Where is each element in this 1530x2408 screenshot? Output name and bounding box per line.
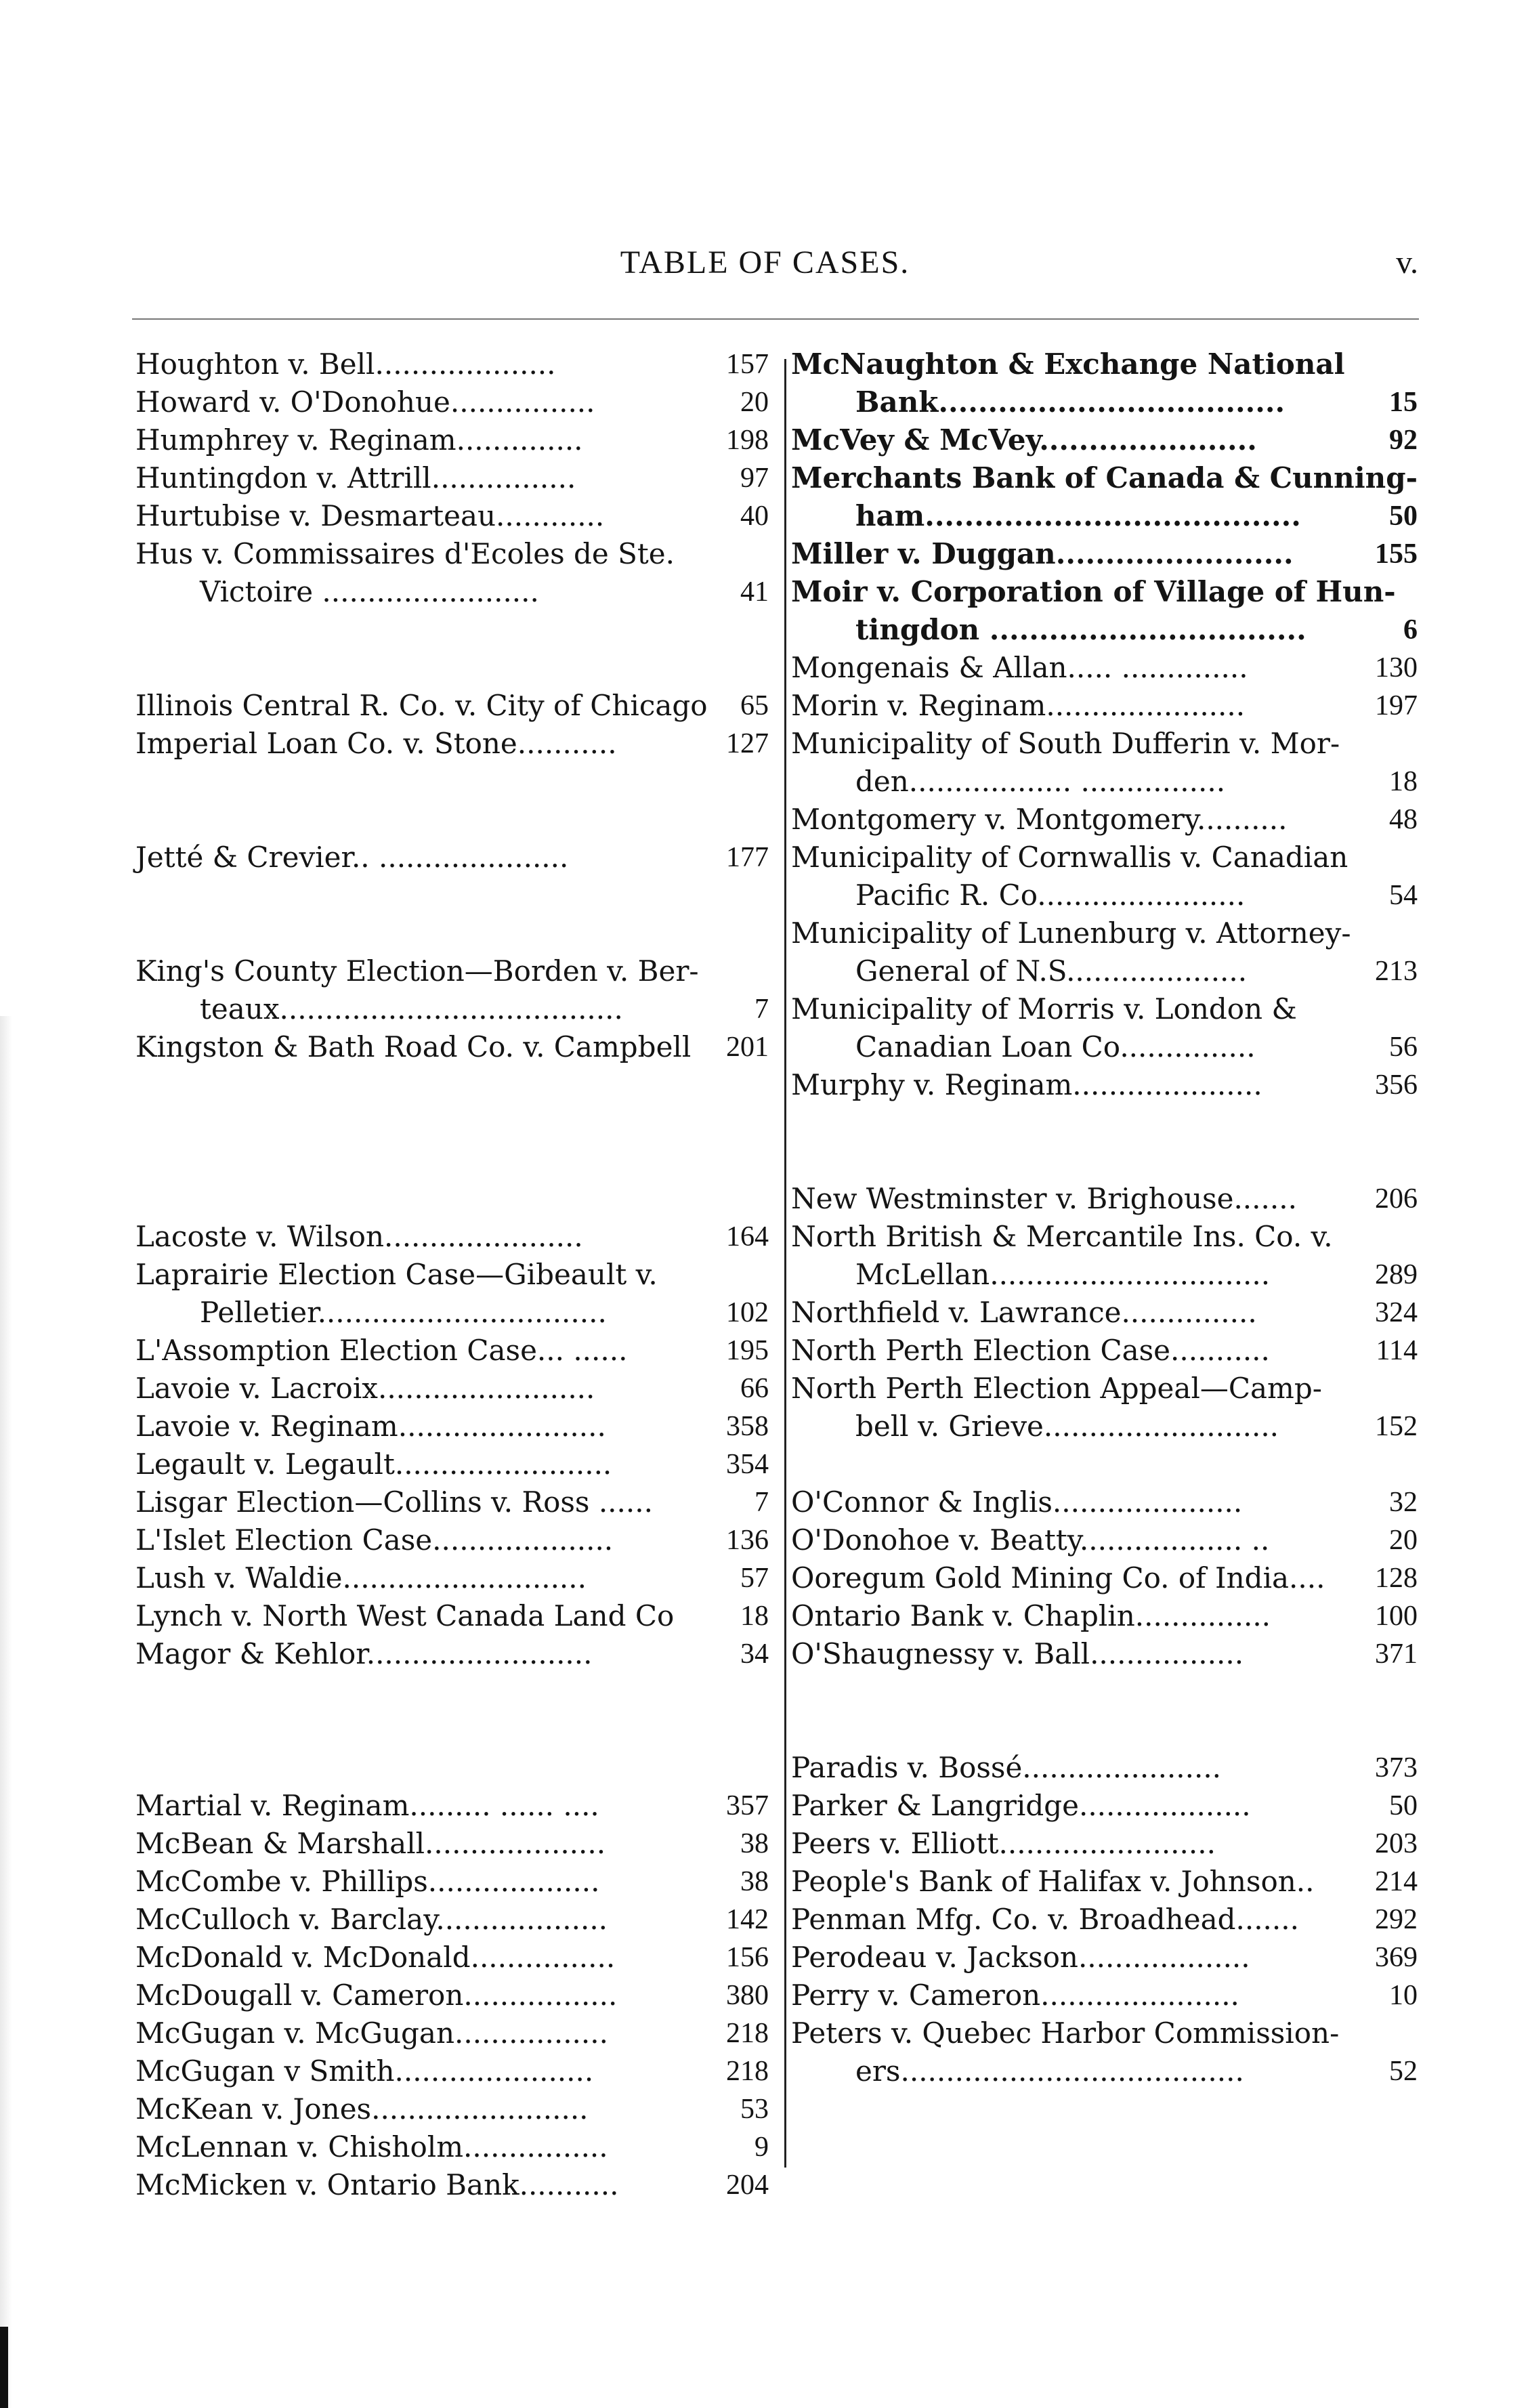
case-name: Pelletier................................ xyxy=(200,1296,607,1329)
case-page-number: 32 xyxy=(1389,1487,1418,1518)
case-page-number: 218 xyxy=(726,2018,769,2049)
case-entry-line xyxy=(135,952,769,990)
case-page-number: 9 xyxy=(755,2132,769,2163)
case-entry-line xyxy=(791,1825,1418,1863)
case-entry-line xyxy=(135,1218,769,1256)
case-entry-line xyxy=(135,383,769,421)
case-name: Merchants Bank of Canada & Cunning- xyxy=(791,461,1418,494)
case-name: tingdon ................................ xyxy=(855,613,1306,646)
case-name: Municipality of South Dufferin v. Mor- xyxy=(791,727,1340,760)
case-page-number: 92 xyxy=(1389,425,1418,456)
case-name: Municipality of Cornwallis v. Canadian xyxy=(791,841,1348,874)
case-entry-line xyxy=(791,573,1418,611)
case-name: McNaughton & Exchange National xyxy=(791,347,1345,381)
case-entry-line xyxy=(791,914,1418,952)
case-entry-line xyxy=(791,1749,1418,1787)
case-entry-line xyxy=(791,1180,1418,1218)
case-page-number: 371 xyxy=(1375,1639,1418,1670)
case-name: Montgomery v. Montgomery.......... xyxy=(791,803,1288,836)
case-name: McLennan v. Chisholm................ xyxy=(135,2130,608,2163)
case-page-number: 41 xyxy=(740,576,769,608)
case-entry-line xyxy=(135,1635,769,1673)
case-entry-line xyxy=(791,1863,1418,1901)
case-entry-line xyxy=(791,687,1418,725)
case-entry-line xyxy=(135,839,769,876)
case-entry-line xyxy=(791,1218,1418,1256)
case-entry-line xyxy=(791,1408,1418,1445)
case-page-number: 195 xyxy=(726,1335,769,1366)
case-name: McBean & Marshall.................... xyxy=(135,1827,606,1860)
scan-corner-mark xyxy=(0,2327,8,2408)
case-page-number: 164 xyxy=(726,1221,769,1252)
case-entry-line xyxy=(791,649,1418,687)
case-page-number: 127 xyxy=(726,728,769,759)
case-name: McCombe v. Phillips................... xyxy=(135,1865,600,1898)
case-name: Morin v. Reginam...................... xyxy=(791,689,1246,722)
column-divider xyxy=(784,359,786,2168)
case-page-number: 54 xyxy=(1389,880,1418,911)
case-name: North British & Mercantile Ins. Co. v. xyxy=(791,1220,1333,1253)
case-name: Kingston & Bath Road Co. v. Campbell xyxy=(135,1030,692,1063)
case-entry-line xyxy=(135,1825,769,1863)
case-page-number: 7 xyxy=(755,1487,769,1518)
case-entry-line xyxy=(135,1977,769,2014)
case-name: Lush v. Waldie........................... xyxy=(135,1561,587,1594)
case-page-number: 20 xyxy=(1389,1525,1418,1556)
header-rule xyxy=(132,318,1419,320)
case-name: McMicken v. Ontario Bank........... xyxy=(135,2168,619,2201)
case-name: Lacoste v. Wilson...................... xyxy=(135,1220,583,1253)
case-name: McDonald v. McDonald................ xyxy=(135,1941,616,1974)
case-entry-line xyxy=(791,421,1418,459)
case-entry-line xyxy=(135,1483,769,1521)
case-name: Perry v. Cameron...................... xyxy=(791,1979,1239,2012)
case-entry-line xyxy=(135,1863,769,1901)
case-name: Houghton v. Bell.................... xyxy=(135,347,556,381)
case-entry-line xyxy=(135,2128,769,2166)
case-name: Magor & Kehlor......................... xyxy=(135,1637,593,1670)
case-page-number: 213 xyxy=(1375,956,1418,987)
case-entry-line xyxy=(791,2014,1418,2052)
case-page-number: 34 xyxy=(740,1639,769,1670)
case-page-number: 102 xyxy=(726,1297,769,1328)
case-entry-line xyxy=(791,1294,1418,1332)
case-name: Canadian Loan Co............... xyxy=(855,1030,1256,1063)
case-name: ham...................................... xyxy=(855,499,1301,532)
case-name: Humphrey v. Reginam.............. xyxy=(135,423,583,457)
case-entry-line xyxy=(135,1597,769,1635)
case-name: McDougall v. Cameron................. xyxy=(135,1979,618,2012)
case-name: Pacific R. Co....................... xyxy=(855,879,1246,912)
case-name: People's Bank of Halifax v. Johnson.. xyxy=(791,1865,1315,1898)
case-name: ers...................................... xyxy=(855,2054,1244,2088)
case-page-number: 10 xyxy=(1389,1980,1418,2011)
page-number: v. xyxy=(1396,245,1418,280)
case-name: McGugan v. McGugan................. xyxy=(135,2016,608,2050)
case-name: L'Assomption Election Case... ...... xyxy=(135,1334,628,1367)
case-entry-line xyxy=(791,801,1418,839)
case-entry-line xyxy=(135,459,769,497)
case-entry-line xyxy=(135,1445,769,1483)
case-page-number: 56 xyxy=(1389,1032,1418,1063)
case-entry-line xyxy=(791,1559,1418,1597)
case-name: Lisgar Election—Collins v. Ross ...... xyxy=(135,1485,653,1519)
case-name: Municipality of Morris v. London & xyxy=(791,992,1297,1026)
case-entry-line xyxy=(791,763,1418,801)
case-name: Moir v. Corporation of Village of Hun- xyxy=(791,575,1396,608)
case-page-number: 66 xyxy=(740,1373,769,1404)
case-page-number: 130 xyxy=(1375,652,1418,683)
case-entry-line xyxy=(791,1521,1418,1559)
case-name: Imperial Loan Co. v. Stone........... xyxy=(135,727,617,760)
case-page-number: 128 xyxy=(1375,1563,1418,1594)
case-entry-line xyxy=(135,1370,769,1408)
case-page-number: 38 xyxy=(740,1828,769,1859)
case-entry-line xyxy=(791,839,1418,876)
case-entry-line xyxy=(791,1597,1418,1635)
case-name: Hus v. Commissaires d'Ecoles de Ste. xyxy=(135,537,675,570)
case-page-number: 15 xyxy=(1389,387,1418,418)
case-name: McLellan............................... xyxy=(855,1258,1271,1291)
case-name: O'Donohoe v. Beatty.................. .. xyxy=(791,1523,1270,1557)
case-entry-line xyxy=(135,1521,769,1559)
case-page-number: 38 xyxy=(740,1866,769,1897)
case-page-number: 97 xyxy=(740,463,769,494)
case-entry-line xyxy=(791,535,1418,573)
case-page-number: 198 xyxy=(726,425,769,456)
case-page-number: 50 xyxy=(1389,501,1418,532)
case-name: General of N.S.................... xyxy=(855,954,1248,988)
case-entry-line xyxy=(135,1408,769,1445)
case-page-number: 18 xyxy=(740,1601,769,1632)
case-entry-line xyxy=(791,1028,1418,1066)
case-name: Municipality of Lunenburg v. Attorney- xyxy=(791,916,1351,950)
case-entry-line xyxy=(791,1787,1418,1825)
case-entry-line xyxy=(135,2166,769,2204)
case-name: O'Shaugnessy v. Ball................. xyxy=(791,1637,1244,1670)
case-name: Legault v. Legault........................ xyxy=(135,1448,612,1481)
scan-left-edge xyxy=(0,1016,12,2408)
case-name: Victoire ........................ xyxy=(200,575,539,608)
case-page-number: 20 xyxy=(740,387,769,418)
case-entry-line xyxy=(135,573,769,611)
case-entry-line xyxy=(791,1635,1418,1673)
case-page-number: 203 xyxy=(1375,1828,1418,1859)
case-page-number: 369 xyxy=(1375,1942,1418,1973)
case-entry-line xyxy=(135,345,769,383)
case-name: den.................. ................ xyxy=(855,765,1226,798)
case-name: New Westminster v. Brighouse....... xyxy=(791,1182,1297,1215)
case-name: McVey & McVey...................... xyxy=(791,423,1257,457)
case-name: Mongenais & Allan..... .............. xyxy=(791,651,1248,684)
case-name: Illinois Central R. Co. v. City of Chicago xyxy=(135,689,708,722)
case-entry-line xyxy=(791,1066,1418,1104)
case-entry-line xyxy=(135,1294,769,1332)
case-page-number: 206 xyxy=(1375,1183,1418,1214)
case-entry-line xyxy=(791,1901,1418,1939)
case-name: bell v. Grieve.......................... xyxy=(855,1410,1279,1443)
case-name: Lavoie v. Lacroix........................ xyxy=(135,1372,595,1405)
case-name: Miller v. Duggan........................ xyxy=(791,537,1294,570)
case-entry-line xyxy=(791,876,1418,914)
case-entry-line xyxy=(135,725,769,763)
case-name: Hurtubise v. Desmarteau............ xyxy=(135,499,605,532)
case-name: L'Islet Election Case.................... xyxy=(135,1523,614,1557)
case-page-number: 7 xyxy=(755,994,769,1025)
case-entry-line xyxy=(791,611,1418,649)
case-page-number: 52 xyxy=(1389,2056,1418,2087)
case-entry-line xyxy=(135,535,769,573)
case-entry-line xyxy=(135,990,769,1028)
case-name: Peters v. Quebec Harbor Commission- xyxy=(791,2016,1340,2050)
case-name: Northfield v. Lawrance............... xyxy=(791,1296,1257,1329)
case-page-number: 324 xyxy=(1375,1297,1418,1328)
case-page-number: 373 xyxy=(1375,1752,1418,1783)
case-name: Howard v. O'Donohue................ xyxy=(135,385,595,419)
case-entry-line xyxy=(791,383,1418,421)
case-name: Parker & Langridge................... xyxy=(791,1789,1251,1822)
case-page-number: 152 xyxy=(1375,1411,1418,1442)
case-name: Ontario Bank v. Chaplin............... xyxy=(791,1599,1271,1632)
case-page-number: 357 xyxy=(726,1790,769,1821)
case-entry-line xyxy=(135,2090,769,2128)
case-page-number: 57 xyxy=(740,1563,769,1594)
case-page-number: 204 xyxy=(726,2170,769,2201)
case-name: Huntingdon v. Attrill................ xyxy=(135,461,576,494)
case-entry-line xyxy=(791,1256,1418,1294)
case-entry-line xyxy=(135,1559,769,1597)
case-name: North Perth Election Case........... xyxy=(791,1334,1270,1367)
case-page-number: 214 xyxy=(1375,1866,1418,1897)
case-entry-line xyxy=(791,1977,1418,2014)
case-entry-line xyxy=(135,2014,769,2052)
case-entry-line xyxy=(135,687,769,725)
case-entry-line xyxy=(791,459,1418,497)
case-page-number: 65 xyxy=(740,690,769,721)
case-entry-line xyxy=(135,1787,769,1825)
case-page-number: 218 xyxy=(726,2056,769,2087)
case-page-number: 6 xyxy=(1403,614,1418,646)
case-name: Ooregum Gold Mining Co. of India.... xyxy=(791,1561,1325,1594)
case-page-number: 197 xyxy=(1375,690,1418,721)
case-page-number: 292 xyxy=(1375,1904,1418,1935)
case-name: Laprairie Election Case—Gibeault v. xyxy=(135,1258,658,1291)
case-entry-line xyxy=(791,1332,1418,1370)
case-page-number: 177 xyxy=(726,842,769,873)
case-page-number: 156 xyxy=(726,1942,769,1973)
case-entry-line xyxy=(791,1483,1418,1521)
case-entry-line xyxy=(135,421,769,459)
case-entry-line xyxy=(791,952,1418,990)
case-entry-line xyxy=(791,345,1418,383)
case-name: King's County Election—Borden v. Ber- xyxy=(135,954,699,988)
case-entry-line xyxy=(791,725,1418,763)
case-page-number: 289 xyxy=(1375,1259,1418,1290)
case-entry-line xyxy=(135,2052,769,2090)
case-name: Paradis v. Bossé...................... xyxy=(791,1751,1222,1784)
case-page-number: 380 xyxy=(726,1980,769,2011)
case-page-number: 356 xyxy=(1375,1070,1418,1101)
case-name: Lavoie v. Reginam....................... xyxy=(135,1410,606,1443)
case-entry-line xyxy=(135,1901,769,1939)
case-page-number: 142 xyxy=(726,1904,769,1935)
case-page-number: 157 xyxy=(726,349,769,380)
case-page-number: 50 xyxy=(1389,1790,1418,1821)
case-name: Perodeau v. Jackson................... xyxy=(791,1941,1250,1974)
case-name: Peers v. Elliott........................ xyxy=(791,1827,1216,1860)
case-page-number: 100 xyxy=(1375,1601,1418,1632)
case-entry-line xyxy=(791,2052,1418,2090)
case-entry-line xyxy=(791,990,1418,1028)
case-page-number: 114 xyxy=(1376,1335,1418,1366)
case-page-number: 136 xyxy=(726,1525,769,1556)
case-name: Jetté & Crevier.. ..................... xyxy=(135,841,569,874)
case-page-number: 354 xyxy=(726,1449,769,1480)
case-name: North Perth Election Appeal—Camp- xyxy=(791,1372,1322,1405)
case-page-number: 18 xyxy=(1389,766,1418,797)
case-name: Murphy v. Reginam..................... xyxy=(791,1068,1262,1101)
case-page-number: 358 xyxy=(726,1411,769,1442)
case-name: Bank................................... xyxy=(855,385,1285,419)
case-name: Lynch v. North West Canada Land Co xyxy=(135,1599,675,1632)
page-title: TABLE OF CASES. xyxy=(620,245,910,280)
case-name: Penman Mfg. Co. v. Broadhead....... xyxy=(791,1903,1299,1936)
case-name: McCulloch v. Barclay................... xyxy=(135,1903,608,1936)
case-page-number: 40 xyxy=(740,501,769,532)
case-page-number: 53 xyxy=(740,2094,769,2125)
case-page-number: 155 xyxy=(1375,538,1418,570)
case-name: McKean v. Jones........................ xyxy=(135,2092,589,2126)
case-name: McGugan v Smith...................... xyxy=(135,2054,594,2088)
case-entry-line xyxy=(135,497,769,535)
case-entry-line xyxy=(791,1939,1418,1977)
case-entry-line xyxy=(791,497,1418,535)
case-page-number: 201 xyxy=(726,1032,769,1063)
case-entry-line xyxy=(135,1256,769,1294)
case-name: O'Connor & Inglis..................... xyxy=(791,1485,1243,1519)
case-entry-line xyxy=(135,1028,769,1066)
case-page-number: 48 xyxy=(1389,804,1418,835)
case-entry-line xyxy=(791,1370,1418,1408)
case-entry-line xyxy=(135,1332,769,1370)
case-entry-line xyxy=(135,1939,769,1977)
case-name: Martial v. Reginam......... ...... .... xyxy=(135,1789,599,1822)
case-name: teaux...................................... xyxy=(200,992,623,1026)
